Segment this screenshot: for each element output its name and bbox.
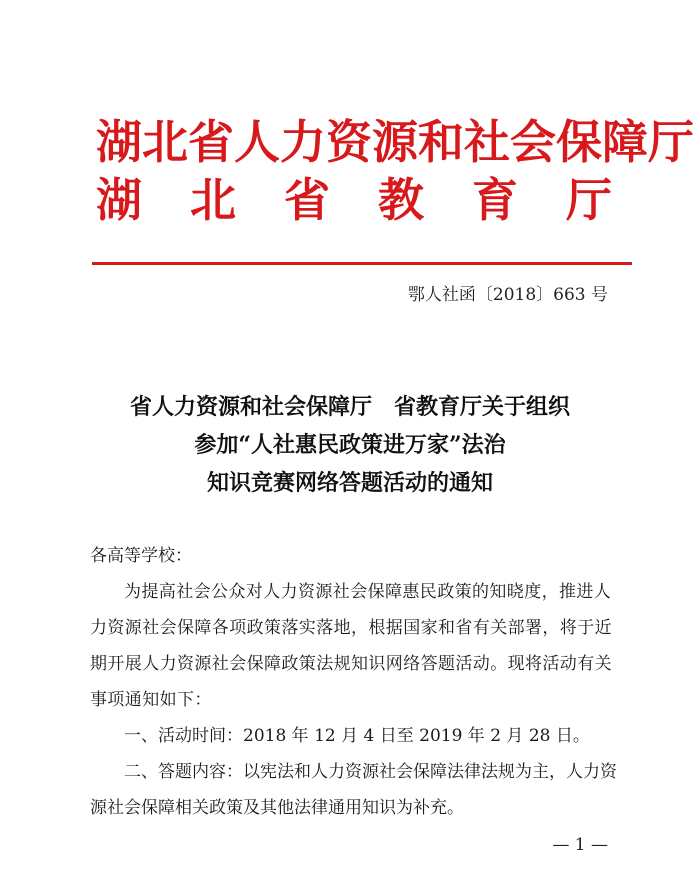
issuing-org-line-2 xyxy=(96,174,612,226)
title-line: 省人力资源和社会保障厅 省教育厅关于组织 xyxy=(129,394,570,420)
intro-paragraph: 为提高社会公众对人力资源社会保障惠民政策的知晓度，推进人力资源社会保障各项政策落实落地，根据国家和省有关部署，将于近期开展人力资源社会保障政策法规知识网络答题活动。现将活动有关事项通知如下： xyxy=(90,582,612,710)
org-char: 湖 xyxy=(96,173,142,227)
title-line: 参加“人社惠民政策进万家”法治 xyxy=(194,432,506,458)
org-char: 北 xyxy=(190,173,236,227)
red-header-rule xyxy=(92,262,632,265)
item-quiz-content: 二、答题内容：以宪法和人力资源社会保障法律法规为主，人力资源社会保障相关政策及其他法律通用知识为补充。 xyxy=(90,762,617,818)
issuing-org-line-1: 湖北省人力资源和社会保障厅 xyxy=(96,115,694,169)
document-number: 鄂人社函〔2018〕663 号 xyxy=(407,285,608,305)
org-char: 教 xyxy=(378,173,424,227)
org-char: 省 xyxy=(284,173,330,227)
page-number: — 1 — xyxy=(552,835,608,855)
salutation: 各高等学校： xyxy=(90,546,192,566)
item-activity-time: 一、活动时间：2018 年 12 月 4 日至 2019 年 2 月 28 日。 xyxy=(124,726,590,746)
title-line: 知识竞赛网络答题活动的通知 xyxy=(206,470,493,496)
org-char: 厅 xyxy=(566,173,612,227)
org-char: 育 xyxy=(472,173,518,227)
document-title xyxy=(80,388,620,502)
